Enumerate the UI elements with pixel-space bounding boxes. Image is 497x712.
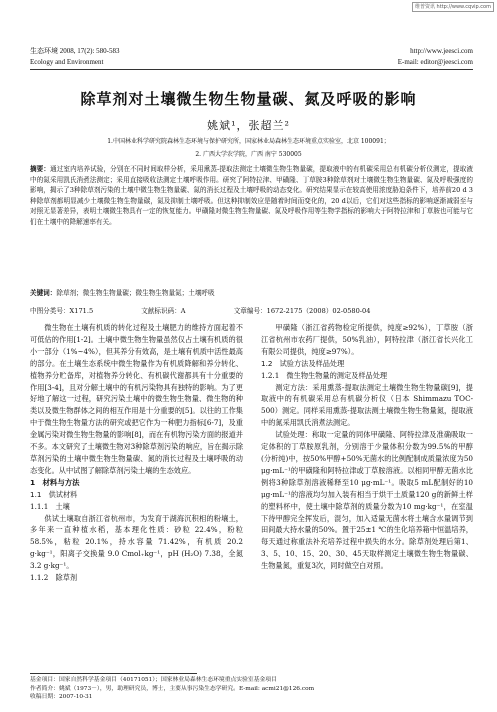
abstract-text: 通过室内培养试验，分别在不同时间取样分析，采用熏蒸-提取法测定土壤微生物生物量碳，提取液中的有机碳采用总有机碳分析仪测定，提取液中的氮采用凯氏消煮法测定；采用直接吸收法测定土壤呼吸作用。研究了阿特拉津、甲磺隆、丁草胺3种除草剂对土壤微生物生物量碳、氮及呼吸强度的影响，揭示了3种除草剂污染的土壤中微生物生物量碳、氮的消长过程及土壤呼吸的动态变化。研究结果显示在较高使用浓度胁迫条件下，培养前20 d 3种除草剂都明显减少土壤微生物生物量碳，氮及抑制土壤呼吸。但这种抑制效应是随着时间而变化的，20 d以后，它们对这些指标的影响逐渐减弱至与对照无显著差异，表明土壤微生物具有一定的恢复能力。甲磺隆对微生物生物量碳、氮及呼吸作用等生物学指标的影响大于阿特拉津和丁草胺也可能与它们在土壤中的降解速率有关。 [30, 165, 474, 226]
intro-paragraph: 微生物在土壤有机质的转化过程及土壤肥力的维持方面起着不可低估的作用[1-2]。土壤中微生物生物量虽然仅占土壤有机质的很小一部分（1%~4%），但其养分有效高，是土壤有机质中活性最高的部分。在土壤生态系统中微生物量作为有机质降解和养分转化、植物养分贮备库，对植物养分转化、有机碳代谢都具有十分重要的作用[3-4]，且对分解土壤中的有机污染物具有独特的影响。为了更好地了解这一过程，研究污染土壤中的微生物生物量、微生物的种类以及微生物群体之间的相互作用是十分重要的[5]。以往的工作集中于微生物生物量方法的研究或把它作为一种肥力指标[6-7]，及重金属污染对微生物生物量的影响[8]，而在有机物污染方面的报道并不多。本文研究了土壤微生物对3种除草剂污染的响应，旨在揭示除草剂污染的土壤中微生物生物量碳、氮的消长过程及土壤呼吸的动态变化。从中试图了解除草剂污染土壤的生态效应。 [30, 323, 244, 475]
watermark-stamp: 维普资讯 http://www.cqvip.com [412, 2, 494, 12]
clc-number: 中图分类号：X171.5 [30, 307, 94, 315]
journal-header-en [30, 58, 473, 67]
keywords-label: 关键词： [30, 289, 57, 297]
subsubsection-heading-biomass: 1.2.1 微生物生物量的测定及样品处理 [261, 370, 388, 380]
footnote-author: 作者简介：姚斌（1973－），男，助理研究员，博士，主要从事污染生态学研究。E-mail: acmi21@126.com [30, 685, 315, 692]
journal-name-en: Ecology and Environment [30, 58, 104, 66]
section-heading-materials: 1 材料与方法 [30, 477, 80, 487]
footnotes [30, 676, 473, 702]
document-code: 文献标识码：A [141, 307, 186, 315]
article-number: 文章编号：1672-2175（2008）02-0580-04 [233, 307, 371, 315]
affiliation-1: 1.中国林业科学研究院森林生态环境与保护研究所，国家林业局森林生态环境重点实验室，北京 100091； [107, 138, 390, 145]
treatment-paragraph: 试验处理：称取一定量的同体甲磺隆、阿特拉津及准确吸取一定体积的丁草胺原乳剂，分别溶于少量体积分数为99.5%的甲醇(分析纯)中，按50%甲醇+50%无菌水的比例配制成质量浓度为50 μg·mL⁻¹的甲磺隆和阿特拉津或丁草胺溶液。以相同甲醇无菌水比例将3种除草剂溶液稀释至10 μg·mL⁻¹。吸取5 mL配制好的10 μg·mL⁻¹的溶液均匀加入装有相当于烘干土质量120 g的新鲜土样的塑料杯中，使土壤中除草剂的质量分数为10 mg·kg⁻¹，在室温下待甲醇完全挥发后，混匀，加入适量无菌水将土壤含水量调节到田间最大持水量的50%。置于25±1 ℃的生化培养箱中恒温培养，每天通过称重法补充培养过程中损失的水分。除草剂处理后第1、3、5、10、15、20、30、45天取样测定土壤微生物生物量碳、生物量氮，重复3次，同时做空白对照。 [261, 430, 473, 571]
subsection-heading-materials: 1.1 供试材料 [30, 489, 78, 499]
header-rule [30, 69, 473, 70]
abstract-label: 摘要： [30, 165, 51, 173]
keywords [30, 288, 473, 299]
subsection-heading-methods: 1.2 试验方法及样品处理 [261, 358, 345, 368]
author-line: 姚斌¹，张超兰² [207, 119, 290, 132]
keywords-text: 除草剂；微生物生物量碳；微生物生物量氮；土壤呼吸 [56, 289, 215, 297]
footnote-fund: 基金项目：国家自然科学基金项目（40171051）；国家林业局森林生态环境重点实验室基金项目 [30, 677, 277, 683]
right-column [261, 322, 473, 572]
footnote-received: 收稿日期：2007-10-31 [30, 694, 93, 700]
herbicide-paragraph: 甲磺隆（浙江省药物检定所提供，纯度≥92%），丁草胺（浙江省杭州市农药厂提供，50%乳油），阿特拉津（浙江省长兴化工有限公司提供，纯度≥97%）。 [261, 323, 473, 356]
abstract [30, 164, 473, 228]
journal-email[interactable]: E-mail: editor@jeesci.com [397, 58, 473, 66]
affiliation-2: 2. 广西大学农学院，广西 南宁 530005 [195, 151, 302, 158]
journal-header-cn [30, 47, 473, 56]
page-title: 除草剂对土壤微生物生物量碳、氮及呼吸的影响 [80, 90, 417, 108]
subsubsection-heading-herbicide: 1.1.2 除草剂 [30, 573, 78, 583]
classification-line [30, 306, 473, 316]
soil-paragraph: 供试土壤取自浙江省杭州市，为发育于湖海沉积相的粉壤土，多年来一直种植水稻，基本理化性质：砂粒 22.4%，粉粒 58.5%，粘粒 20.1%，持水容量 71.42%，有机质 20.2 g·kg⁻¹，阳离子交换量 9.0 Cmol₊kg⁻¹，pH (H₂O) 7.38，全氮 3.2 g·kg⁻¹。 [30, 513, 243, 571]
footnote-rule [30, 673, 197, 674]
journal-url[interactable]: http://www.jeesci.com [410, 47, 473, 55]
left-column [30, 322, 243, 584]
method-paragraph: 测定方法：采用熏蒸-提取法测定土壤微生物生物量碳[9]，提取液中的有机碳采用总有机碳分析仪（日本 Shimmazu TOC-500）测定。同样采用熏蒸-提取法测土壤微生物生物量氮，提取液中的氮采用凯氏消煮法测定。 [261, 382, 473, 428]
journal-citation: 生态环境 2008, 17(2): 580-583 [30, 47, 120, 55]
subsubsection-heading-soil: 1.1.1 土壤 [30, 501, 70, 511]
